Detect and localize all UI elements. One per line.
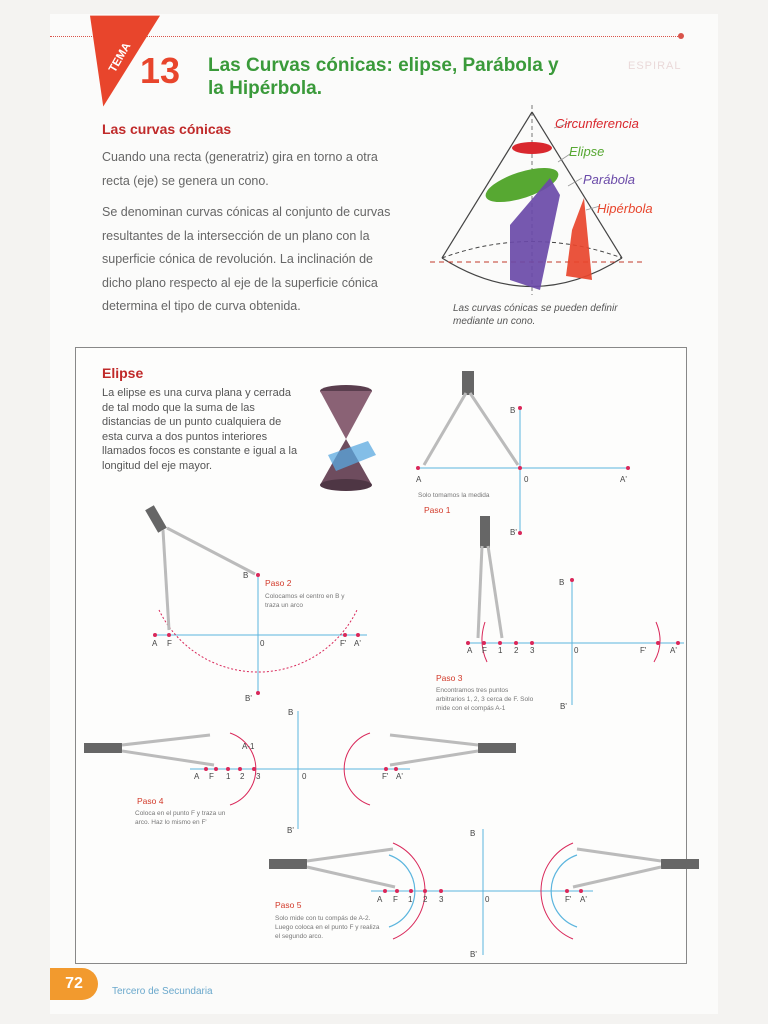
- lbl-bprime-1: B': [510, 528, 517, 537]
- lbl-o-3: 0: [574, 646, 579, 655]
- lbl-b-4: B: [288, 708, 294, 717]
- lbl-2-3: 2: [514, 646, 519, 655]
- label-parabola: Parábola: [583, 172, 636, 187]
- intro-paragraph-1: Cuando una recta (generatriz) gira en torno a otra recta (eje) se genera un cono.: [102, 150, 378, 188]
- lbl-fprime-4: F': [382, 772, 389, 781]
- dotted-line-end: [678, 33, 684, 39]
- step5-title: Paso 5: [275, 900, 302, 910]
- lbl-2-4: 2: [240, 772, 245, 781]
- step3-title: Paso 3: [436, 673, 463, 683]
- tema-label: TEMA: [106, 40, 134, 75]
- double-cone-illustration: [318, 383, 380, 493]
- lbl-aprime-3: A': [670, 646, 677, 655]
- lbl-o-4: 0: [302, 772, 307, 781]
- cone-caption: Las curvas cónicas se pueden definir mediante un cono.: [453, 303, 618, 327]
- label-circunferencia: Circunferencia: [555, 116, 639, 131]
- lbl-bprime-4: B': [287, 826, 294, 835]
- lbl-f-5: F: [393, 895, 398, 904]
- conic-sections-cone: [420, 100, 680, 300]
- lbl-o-5: 0: [485, 895, 490, 904]
- lbl-a-2: A: [152, 639, 158, 648]
- lbl-bprime-3: B': [560, 702, 567, 711]
- lbl-a-5: A: [377, 895, 383, 904]
- lbl-b-2: B: [243, 571, 249, 580]
- lbl-aprime-5: A': [580, 895, 587, 904]
- elipse-definition: La elipse es una curva plana y cerrada de tal modo que la suma de las distancias de un punto cualquiera de esta curva a dos puntos interiores llamados focos es constante e igual a la longitud del eje mayor.: [102, 387, 298, 472]
- step1-desc: Solo tomamos la medida: [418, 492, 490, 499]
- lbl-f-3: F: [482, 646, 487, 655]
- lbl-1-3: 1: [498, 646, 503, 655]
- intro-paragraph-2: Se denominan curvas cónicas al conjunto de curvas resultantes de la intersección de un plano con la superficie cónica de revolución. La inclinación de dicho plano respecto al eje de la superficie cónica determina el tipo de curva obtenida.: [102, 205, 391, 313]
- lbl-1-4: 1: [226, 772, 231, 781]
- step3-desc: Encontramos tres puntos arbitrarios 1, 2, 3 cerca de F. Solo mide con el compás A-1: [436, 687, 534, 712]
- page-number: 72: [50, 968, 98, 1000]
- lbl-f-2: F: [167, 639, 172, 648]
- lbl-b-3: B: [559, 578, 565, 587]
- lbl-f-4: F: [209, 772, 214, 781]
- intro-heading: Las curvas cónicas: [102, 121, 232, 137]
- label-hiperbola: Hipérbola: [597, 201, 653, 216]
- step2-title: Paso 2: [265, 578, 292, 588]
- step5-desc: Solo mide con tu compás de A-2. Luego coloca en el punto F y realiza el segundo arco.: [275, 915, 380, 940]
- lbl-fprime-3: F': [640, 646, 647, 655]
- lbl-a-4: A: [194, 772, 200, 781]
- title-line-2: la Hipérbola.: [208, 78, 323, 99]
- lbl-af-4: A-1: [242, 742, 255, 751]
- footer-text: Tercero de Secundaria: [112, 986, 213, 997]
- lbl-3-5: 3: [439, 895, 444, 904]
- lbl-a-3: A: [467, 646, 473, 655]
- elipse-heading: Elipse: [102, 365, 144, 381]
- lbl-aprime-4: A': [396, 772, 403, 781]
- lbl-3-3: 3: [530, 646, 535, 655]
- step3-diagram: [460, 510, 690, 710]
- step4-desc: Coloca en el punto F y traza un arco. Haz lo mismo en F': [135, 810, 226, 826]
- lbl-b-1: B: [510, 406, 516, 415]
- lbl-b-5: B: [470, 829, 476, 838]
- label-elipse: Elipse: [569, 144, 605, 159]
- step1-title: Paso 1: [424, 505, 451, 515]
- topic-number: 13: [140, 50, 181, 91]
- lbl-aprime-1: A': [620, 475, 627, 484]
- title-line-1: Las Curvas cónicas: elipse, Parábola y: [208, 55, 559, 76]
- lbl-bprime-2: B': [245, 694, 252, 703]
- lbl-3-4: 3: [256, 772, 261, 781]
- lbl-o-2: 0: [260, 639, 265, 648]
- lbl-fprime-5: F': [565, 895, 572, 904]
- lbl-2-5: 2: [423, 895, 428, 904]
- lbl-a-1: A: [416, 475, 422, 484]
- lbl-fprime-2: F': [340, 639, 347, 648]
- lbl-1-5: 1: [408, 895, 413, 904]
- step4-title: Paso 4: [137, 796, 164, 806]
- page-title: [208, 54, 608, 100]
- lbl-aprime-2: A': [354, 639, 361, 648]
- step2-desc: Colocamos el centro en B y traza un arco: [265, 593, 345, 609]
- lbl-bprime-5: B': [470, 950, 477, 959]
- ghost-text: ESPIRAL: [628, 60, 682, 72]
- lbl-o-1: 0: [524, 475, 529, 484]
